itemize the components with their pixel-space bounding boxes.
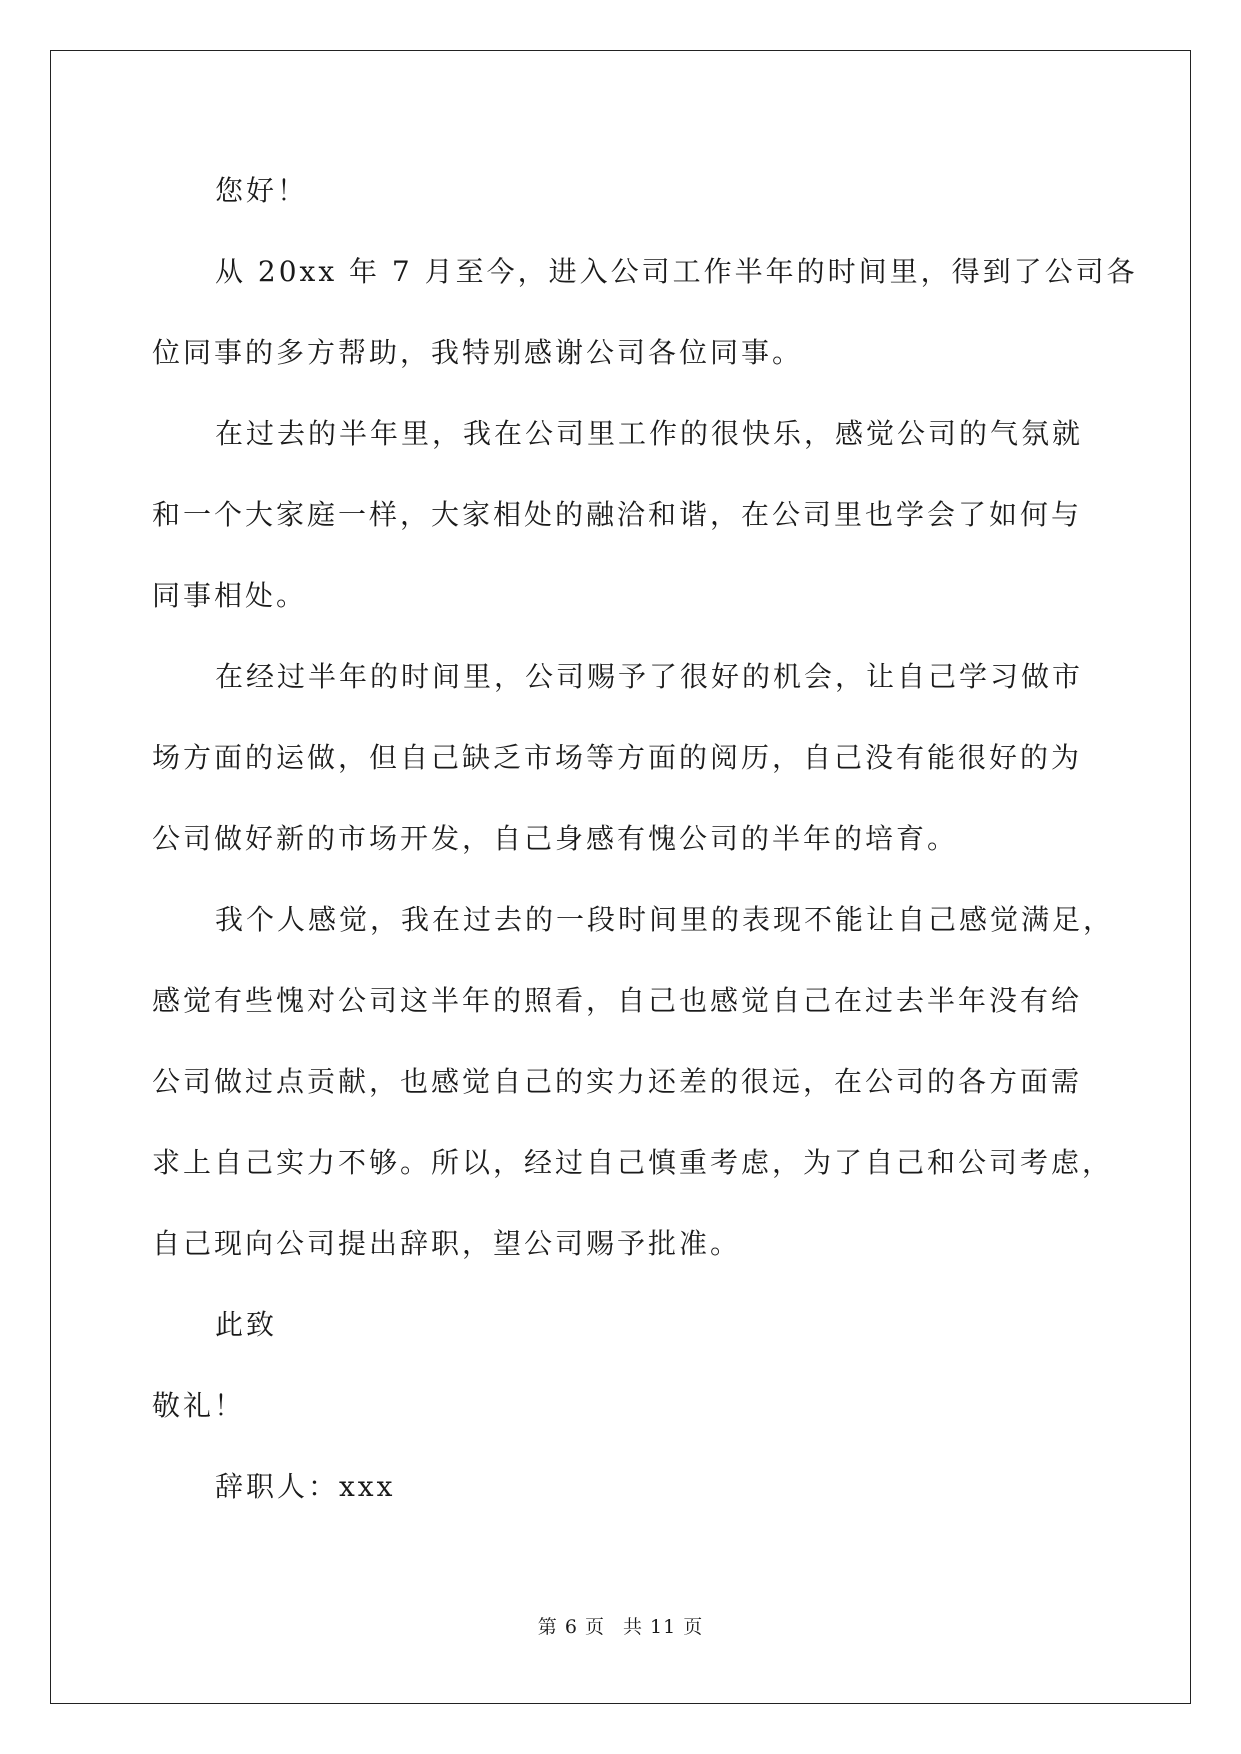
paragraph-line: 位同事的多方帮助，我特别感谢公司各位同事。 — [152, 336, 804, 369]
paragraph-line: 求上自己实力不够。所以，经过自己慎重考虑，为了自己和公司考虑， — [152, 1146, 1114, 1179]
paragraph-line: 公司做过点贡献，也感觉自己的实力还差的很远，在公司的各方面需 — [152, 1065, 1083, 1098]
paragraph-line: 感觉有些愧对公司这半年的照看，自己也感觉自己在过去半年没有给 — [152, 984, 1083, 1017]
paragraph-line: 从 20xx 年 7 月至今，进入公司工作半年的时间里，得到了公司各 — [215, 255, 1138, 288]
page-number-current: 第 6 页 — [537, 1616, 605, 1638]
greeting-line: 您好！ — [215, 174, 309, 207]
page-footer — [0, 1615, 1241, 1639]
paragraph-line: 和一个大家庭一样，大家相处的融洽和谐，在公司里也学会了如何与 — [152, 498, 1083, 531]
paragraph-line: 公司做好新的市场开发，自己身感有愧公司的半年的培育。 — [152, 822, 959, 855]
paragraph-line: 我个人感觉，我在过去的一段时间里的表现不能让自己感觉满足， — [215, 903, 1115, 936]
paragraph-line: 在过去的半年里，我在公司里工作的很快乐，感觉公司的气氛就 — [215, 417, 1084, 450]
paragraph-line: 在经过半年的时间里，公司赐予了很好的机会，让自己学习做市 — [215, 660, 1084, 693]
closing-line: 此致 — [215, 1308, 278, 1341]
paragraph-line: 同事相处。 — [152, 579, 308, 612]
paragraph-line: 场方面的运做，但自己缺乏市场等方面的阅历，自己没有能很好的为 — [152, 741, 1083, 774]
page-number-total: 共 11 页 — [622, 1616, 704, 1638]
salutation-line: 敬礼！ — [152, 1389, 246, 1422]
paragraph-line: 自己现向公司提出辞职，望公司赐予批准。 — [152, 1227, 742, 1260]
letter-body — [152, 150, 1138, 1527]
signature-line: 辞职人：xxx — [215, 1470, 396, 1503]
